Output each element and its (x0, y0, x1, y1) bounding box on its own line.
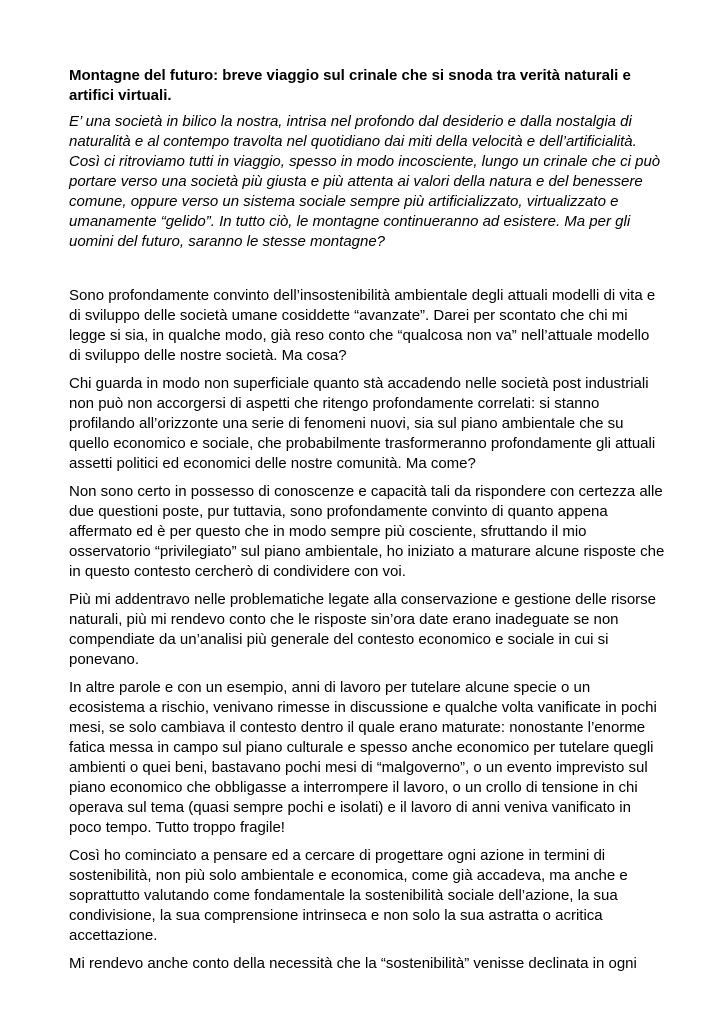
body-paragraph: Non sono certo in possesso di conoscenze e capacità tali da rispondere con certezza alle due questioni poste, pur tuttavia, sono profondamente convinto di quanto appena affermato ed è per questo che in modo sempre più cosciente, sfruttando il mio osservatorio “privilegiato” sul piano ambientale, ho iniziato a maturare alcune risposte che in questo contesto cercherò di condividere con voi. (69, 483, 665, 580)
body-paragraph: Più mi addentravo nelle problematiche legate alla conservazione e gestione delle risorse naturali, più mi rendevo conto che le risposte sin’ora date erano inadeguate se non compendiate da un’analisi più generale del contesto economico e sociale in cui si ponevano. (69, 591, 657, 668)
body-paragraph: Così ho cominciato a pensare ed a cercare di progettare ogni azione in termini di sostenibilità, non più solo ambientale e economica, come già accadeva, ma anche e soprattutto valutando come fondamentale la sostenibilità sociale dell’azione, la sua condivisione, la sua comprensione intrinseca e non solo la sua astratta o acritica accettazione. (69, 847, 628, 944)
document-page (69, 66, 665, 982)
body-paragraph: Chi guarda in modo non superficiale quanto stà accadendo nelle società post industriali non può non accorgersi di aspetti che ritengo profondamente correlati: si stanno profilando all’orizzonte una serie di fenomeni nuovi, sia sul piano ambientale che su quello economico e sociale, che probabilmente trasformeranno profondamente gli attuali assetti politici ed economici delle nostre comunità. Ma come? (69, 375, 656, 472)
body-paragraph: In altre parole e con un esempio, anni di lavoro per tutelare alcune specie o un ecosistema a rischio, venivano rimesse in discussione e qualche volta vanificate in pochi mesi, se solo cambiava il contesto dentro il quale erano maturate: nonostante l’enorme fatica messa in campo sul piano culturale e spesso anche economico per tutelare quegli ambienti o quei beni, bastavano pochi mesi di “malgoverno”, o un evento imprevisto sul piano economico che obbligasse a interrompere il lavoro, o un crollo di tensione in chi operava sul tema (quasi sempre pochi e isolati) e il lavoro di anni veniva vanificato in poco tempo. Tutto troppo fragile! (69, 679, 657, 836)
body-paragraph: Mi rendevo anche conto della necessità che la “sostenibilità” venisse declinata in ogni (69, 955, 637, 972)
body-paragraph: Sono profondamente convinto dell’insostenibilità ambientale degli attuali modelli di vita e di sviluppo delle società umane cosiddette “avanzate”. Darei per scontato che chi mi legge si sia, in qualche modo, già reso conto che “qualcosa non va” nell’attuale modello di sviluppo delle nostre società. Ma cosa? (69, 287, 656, 364)
intro-paragraph: E’ una società in bilico la nostra, intrisa nel profondo dal desiderio e dalla nostalgia di naturalità e al contempo travolta nel quotidiano dai miti della velocità e dell’artificialità. Così ci ritroviamo tutti in viaggio, spesso in modo incosciente, lungo un crinale che ci può portare verso una società più giusta e più attenta ai valori della natura e del benessere comune, oppure verso un sistema sociale sempre più artificializzato, virtualizzato e umanamente “gelido”. In tutto ciò, le montagne continueranno ad esistere. Ma per gli uomini del futuro, saranno le stesse montagne? (69, 113, 661, 250)
document-title: Montagne del futuro: breve viaggio sul crinale che si snoda tra verità naturali e artifici virtuali. (69, 67, 631, 104)
